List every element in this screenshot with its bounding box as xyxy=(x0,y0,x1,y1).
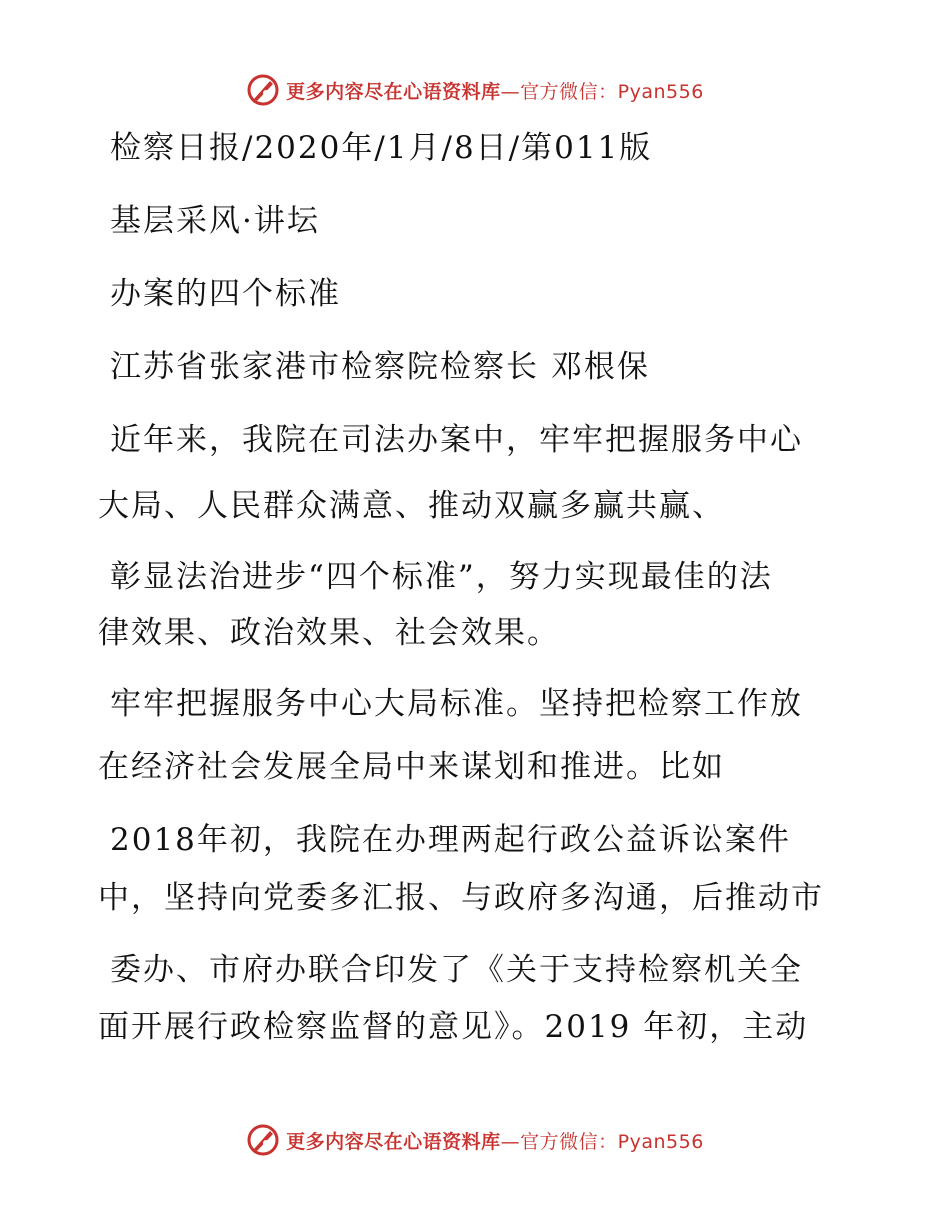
paragraph-line: 中，坚持向党委多汇报、与政府多沟通，后推动市 xyxy=(98,880,824,916)
paragraph-line: 委办、市府办联合印发了《关于支持检察机关全 xyxy=(110,952,803,988)
watermark-label: 更多内容尽在心语资料库—官方微信：Pyan556 xyxy=(286,80,704,103)
paragraph-line: 2018年初，我院在办理两起行政公益诉讼案件 xyxy=(110,822,791,858)
paragraph-line: 彰显法治进步“四个标准”，努力实现最佳的法 xyxy=(110,559,773,595)
watermark-header xyxy=(0,70,950,110)
paragraph-line: 大局、人民群众满意、推动双赢多赢共赢、 xyxy=(98,488,725,524)
paragraph-line: 面开展行政检察监督的意见》。2019 年初，主动 xyxy=(98,1009,809,1045)
paragraph-line: 在经济社会发展全局中来谋划和推进。比如 xyxy=(98,749,725,785)
author-line: 江苏省张家港市检察院检察长 邓根保 xyxy=(110,349,650,385)
column-name: 基层采风·讲坛 xyxy=(110,203,320,239)
paragraph-line: 近年来，我院在司法办案中，牢牢把握服务中心 xyxy=(110,422,803,458)
paragraph-line: 律效果、政治效果、社会效果。 xyxy=(98,615,560,651)
watermark-footer xyxy=(0,1120,950,1160)
paragraph-line: 牢牢把握服务中心大局标准。坚持把检察工作放 xyxy=(110,686,803,722)
article-title: 办案的四个标准 xyxy=(110,276,341,312)
watermark-label: 更多内容尽在心语资料库—官方微信：Pyan556 xyxy=(286,1130,704,1153)
quill-logo-icon xyxy=(246,1123,280,1157)
quill-logo-icon xyxy=(246,73,280,107)
source-line: 检察日报/2020年/1月/8日/第011版 xyxy=(110,130,653,166)
